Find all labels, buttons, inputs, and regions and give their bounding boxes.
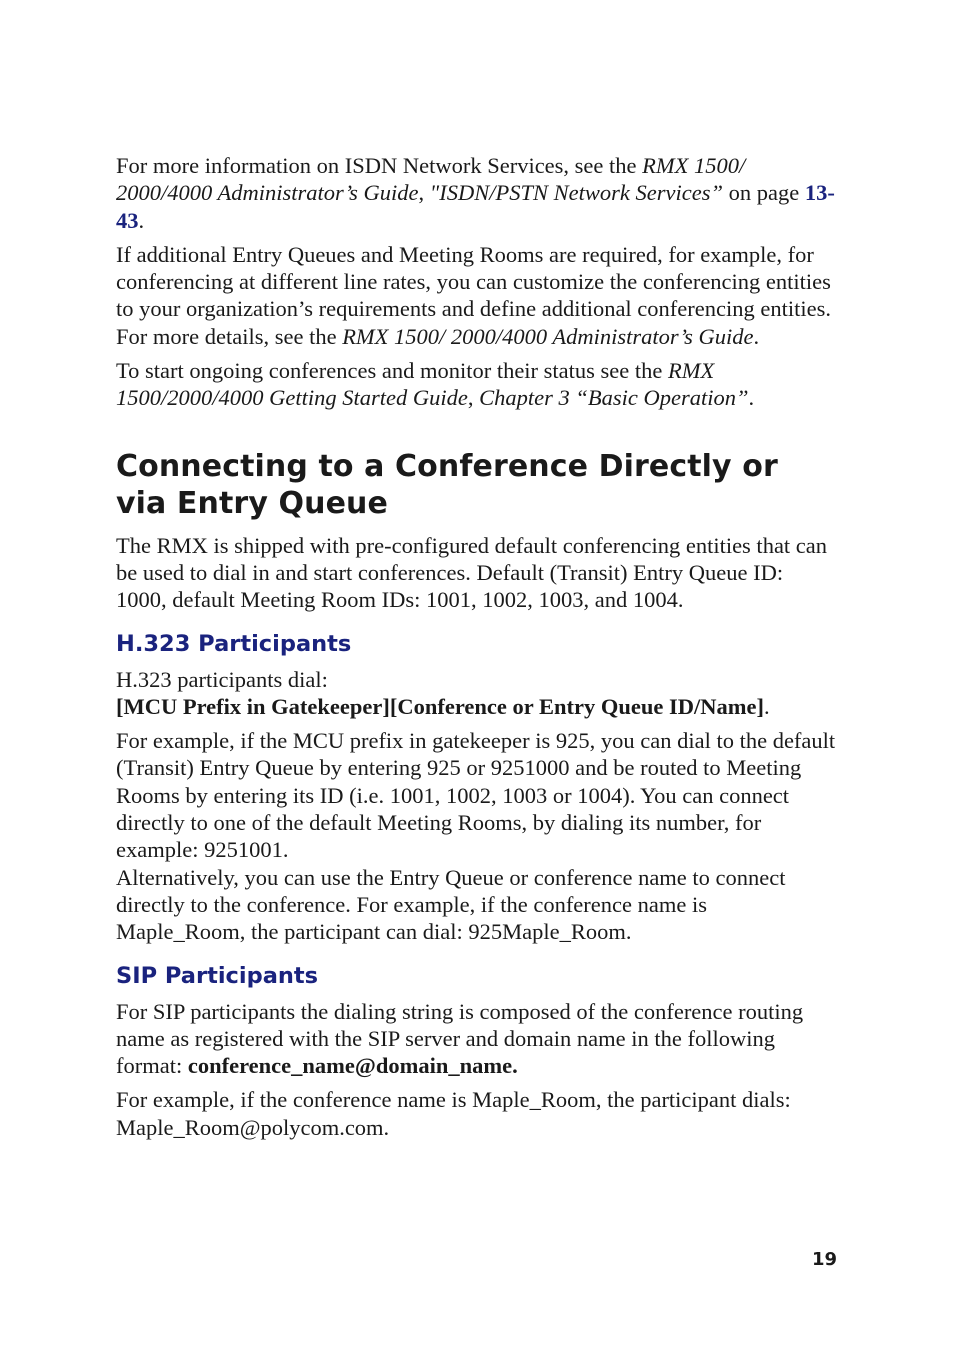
section-heading: Connecting to a Conference Directly or via Entry Queue [116,448,778,521]
chapter-reference: Chapter 3 “Basic Operation” [479,385,749,411]
intro-paragraph-entities [116,241,838,350]
text: , [467,385,480,411]
guide-title: RMX 1500/ 2000/4000 Administrator’s Guide [116,153,746,206]
document-page [116,152,838,1148]
text: To start ongoing conferences and monitor their status see the [116,358,669,384]
dial-format-string: [MCU Prefix in Gatekeeper][Conference or Entry Queue ID/Name] [116,693,764,719]
sip-body [116,998,838,1080]
intro-paragraph-isdn [116,152,838,234]
h323-alternative: Alternatively, you can use the Entry Queue or conference name to connect directly to the conference. For example, if the conference name is Maple_Room, the participant can dial: 925Maple_Room. [116,864,786,945]
section-title: "ISDN/PSTN Network Services” [429,180,723,206]
h323-dial-format [116,693,838,720]
text: . [753,323,760,349]
guide-title: RMX 1500/2000/4000 Getting Started Guide [116,358,715,411]
page-reference-link[interactable]: 13-43 [116,180,835,233]
text: For SIP participants the dialing string is composed of the conference routing name as registered with the SIP server and domain name in the following format: [116,998,804,1079]
h323-dial-label: H.323 participants dial: [116,666,328,692]
text: . [763,693,770,719]
intro-paragraph-ongoing [116,357,838,412]
h323-example: For example, if the MCU prefix in gatekeeper is 925, you can dial to the default (Transit) Entry Queue by entering 925 or 9251000 and be routed to Meeting Rooms by entering its ID (i.e. 1001, 1002, 1003 or 1004). You can connect directly to one of the default Meeting Rooms, by dialing its number, for example: 9251001. [116,728,836,863]
text: For more information on ISDN Network Services, see the [116,153,643,178]
guide-title: RMX 1500/ 2000/4000 Administrator’s Guide [342,323,754,349]
sip-example: For example, if the conference name is Maple_Room, the participant dials: Maple_Room@polycom.com. [116,1087,791,1140]
section-body: The RMX is shipped with pre-configured default conferencing entities that can be used to dial in and start conferences. Default (Transit) Entry Queue ID: 1000, default Meeting Room IDs: 1001, 1002, 1003, and 1004. [116,532,828,613]
h323-heading: H.323 Participants [116,630,352,657]
sip-format-string: conference_name@domain_name. [187,1053,518,1079]
page-number: 19 [811,1249,837,1270]
text: . [138,207,145,233]
sip-heading: SIP Participants [116,962,319,989]
text: . [748,385,755,411]
text: on page [722,180,805,206]
text: If additional Entry Queues and Meeting Rooms are required, for example, for conferencing at different line rates, you can customize the conferencing entities to your organization’s requirements and define additional conferencing entities. For more details, see the [116,241,831,349]
text: , [418,180,430,206]
